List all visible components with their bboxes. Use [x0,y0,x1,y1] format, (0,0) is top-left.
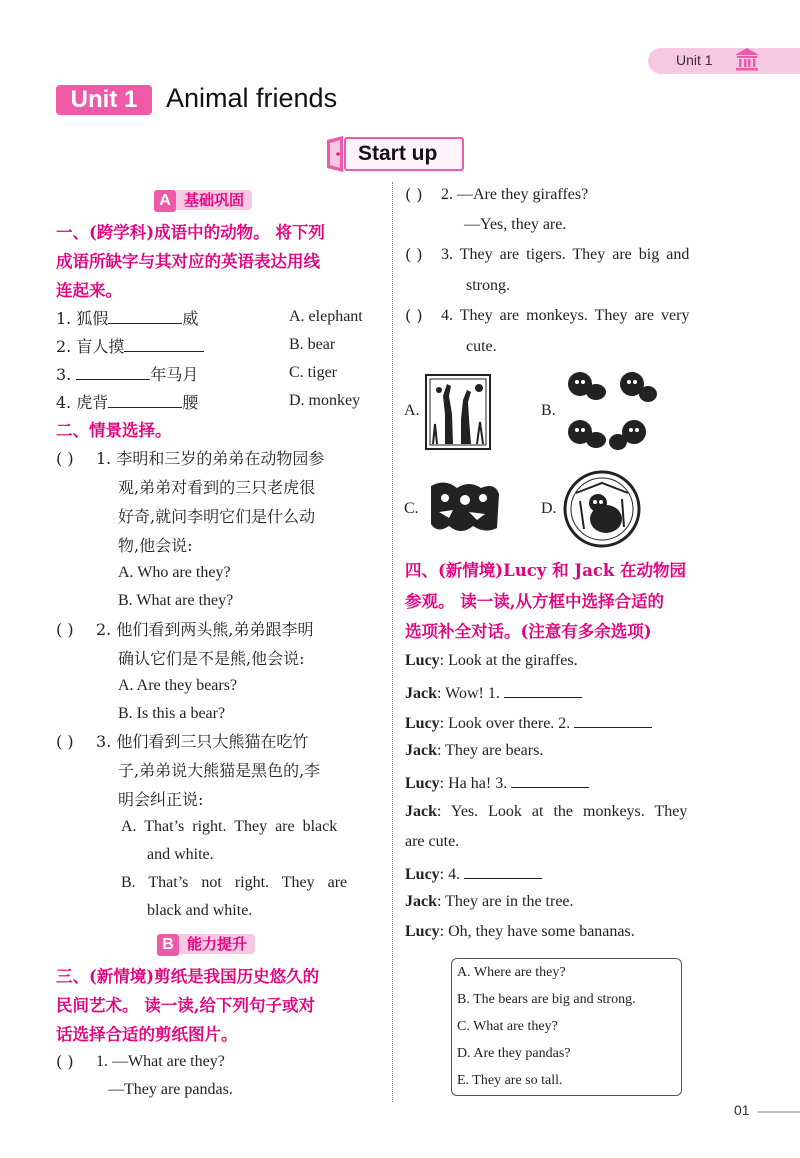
image-label: D. [541,500,557,517]
dialogue-line: Jack: They are bears. [405,742,544,759]
q1-item: 3. 年马月 [56,365,199,384]
answer-blank[interactable] [76,363,150,380]
answer-paren[interactable]: ( ) [405,306,423,325]
speaker: Jack [405,803,437,820]
monkey-papercut-icon [562,366,662,462]
q3-heading-line1: 三、(新情境)剪纸是我国历史悠久的 [56,967,320,986]
speaker: Lucy [405,715,440,732]
answer-paren[interactable]: ( ) [56,620,74,639]
answer-blank[interactable] [574,711,652,728]
q3-heading-line2: 民间艺术。 读一读,给下列句子或对 [56,996,315,1015]
choice-item: D. Are they pandas? [457,1046,571,1061]
answer-blank[interactable] [108,307,182,324]
section-a-badge [154,190,252,212]
section-b-label: 能力提升 [179,934,255,954]
q2-option: B. Is this a bear? [118,705,226,722]
q2-item2-line: 确认它们是不是熊,他会说: [118,649,305,668]
choice-item: A. Where are they? [457,965,566,980]
unit-header-tab [648,48,800,74]
dialogue-line: are cute. [405,833,460,850]
choice-item: B. The bears are big and strong. [457,992,636,1007]
q1-item: 4. 虎背 腰 [56,393,199,412]
q2-heading: 二、情景选择。 [56,421,172,440]
tiger-papercut-icon [425,476,503,542]
q4-heading-line3: 选项补全对话。(注意有多余选项) [405,622,652,641]
q2-item1-line: 物,他会说: [118,536,193,555]
q2-option: B. That’s not right. They are [121,874,348,891]
q1-heading-line1: 一、(跨学科)成语中的动物。 将下列 [56,223,325,242]
section-b-letter: B [157,934,179,956]
speaker: Lucy [405,923,440,940]
q1-option: B. bear [289,336,336,353]
choice-item: E. They are so tall. [457,1073,563,1088]
section-a-letter: A [154,190,176,212]
dialogue-line: Lucy: Look at the giraffes. [405,652,578,669]
dialogue-line: Jack: Yes. Look at the monkeys. They [405,803,688,820]
column-divider [392,182,393,1102]
dialogue-line: Jack: They are in the tree. [405,893,574,910]
q1-option: A. elephant [289,308,363,325]
q3-item4-line: cute. [466,338,497,355]
page-title: Animal friends [166,83,338,113]
q1-option: C. tiger [289,364,337,381]
start-up-label: Start up [358,142,438,165]
answer-blank[interactable] [464,862,542,879]
q1-heading-line3: 连起来。 [56,281,122,300]
dialogue-line: Jack: Wow! 1. [405,681,582,704]
q2-option: B. What are they? [118,592,234,609]
page-number: 01 [734,1102,750,1118]
unit-badge: Unit 1 [56,85,152,115]
q4-heading-line2: 参观。 读一读,从方框中选择合适的 [405,592,664,611]
section-a-label: 基础巩固 [176,190,252,210]
q2-item3-line: 3. 他们看到三只大熊猫在吃竹 [96,732,309,751]
choice-item: C. What are they? [457,1019,558,1034]
speaker: Jack [405,742,437,759]
q2-option: A. That’s right. They are black [121,818,338,835]
q3-item3-line: 3. They are tigers. They are big and [441,246,690,263]
q3-item3-line: strong. [466,277,510,294]
q2-item3-line: 明会纠正说: [118,790,204,809]
q2-item3-line: 子,弟弟说大熊猫是黑色的,李 [118,761,321,780]
answer-paren[interactable]: ( ) [56,1052,74,1071]
q3-item2-line: 2. —Are they giraffes? [441,186,589,203]
answer-paren[interactable]: ( ) [405,245,423,264]
dialogue-line: Lucy: 4. [405,862,542,885]
q1-heading-line2: 成语所缺字与其对应的英语表达用线 [56,252,320,271]
speaker: Lucy [405,775,440,792]
q2-item1-line: 1. 李明和三岁的弟弟在动物园参 [96,449,325,468]
giraffe-papercut-icon [425,374,491,454]
q2-item1-line: 观,弟弟对看到的三只老虎很 [118,478,316,497]
image-label: B. [541,402,556,419]
answer-blank[interactable] [108,391,182,408]
answer-paren[interactable]: ( ) [56,732,74,751]
speaker: Lucy [405,652,440,669]
q2-item2-line: 2. 他们看到两头熊,弟弟跟李明 [96,620,314,639]
speaker: Jack [405,685,437,702]
q2-option: black and white. [147,902,253,919]
q2-item1-line: 好奇,就问李明它们是什么动 [118,507,316,526]
q2-option: and white. [147,846,214,863]
q3-heading-line3: 话选择合适的剪纸图片。 [56,1025,238,1044]
answer-paren[interactable]: ( ) [405,185,423,204]
q3-item1-line: —They are pandas. [108,1081,233,1098]
answer-blank[interactable] [504,681,582,698]
unit-header-label: Unit 1 [676,52,713,68]
answer-blank[interactable] [124,335,204,352]
dialogue-line: Lucy: Ha ha! 3. [405,771,589,794]
section-b-badge [157,934,255,956]
answer-paren[interactable]: ( ) [56,449,74,468]
image-label: C. [404,500,419,517]
q2-option: A. Who are they? [118,564,231,581]
q3-item2-line: —Yes, they are. [464,216,567,233]
image-label: A. [404,402,420,419]
page-number-rule [758,1111,800,1113]
q3-item4-line: 4. They are monkeys. They are very [441,307,690,324]
q1-item: 2. 盲人摸 [56,335,204,357]
speaker: Lucy [405,866,440,883]
dialogue-line: Lucy: Oh, they have some bananas. [405,923,635,940]
answer-blank[interactable] [511,771,589,788]
q2-option: A. Are they bears? [118,677,238,694]
speaker: Jack [405,893,437,910]
q1-option: D. monkey [289,392,361,409]
library-building-icon [733,46,761,76]
q3-item1-line: 1. —What are they? [96,1053,225,1070]
q4-heading-line1: 四、(新情境)Lucy 和 Jack 在动物园 [405,561,687,580]
dialogue-line: Lucy: Look over there. 2. [405,711,652,734]
q1-item: 1. 狐假 威 [56,309,199,328]
panda-papercut-icon [562,469,642,553]
